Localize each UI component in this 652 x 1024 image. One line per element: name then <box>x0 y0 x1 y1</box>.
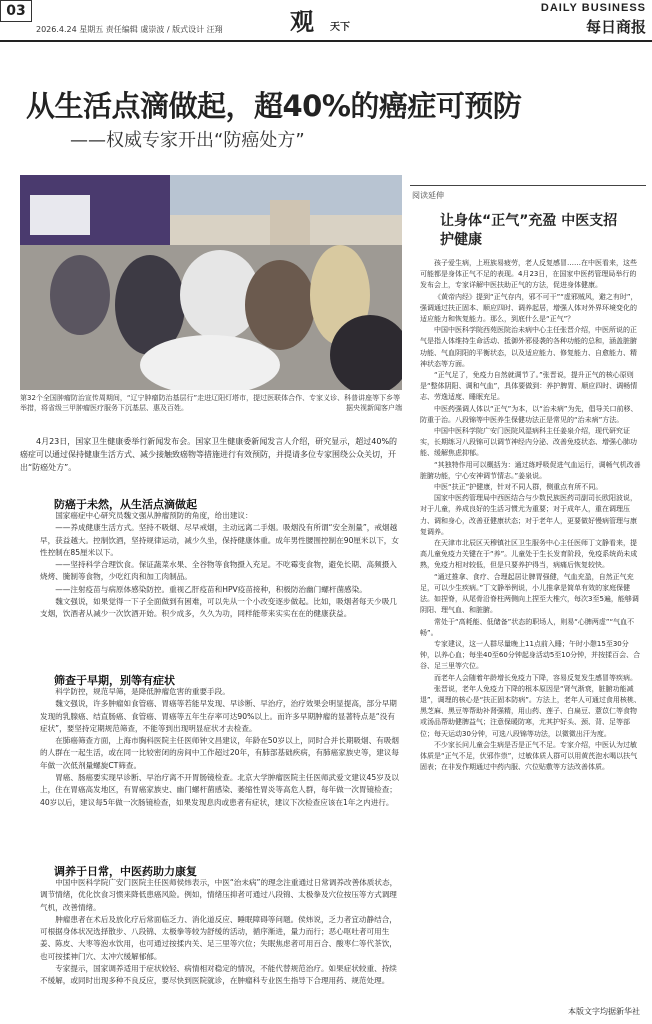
header-rule <box>0 40 652 42</box>
headline: 从生活点滴做起，超40%的癌症可预防 <box>26 89 522 123</box>
lead-paragraph: 4月23日，国家卫生健康委举行新闻发布会。国家卫生健康委新闻发言人介绍，研究显示，超过40%的癌症可以通过保持健康生活方式、减少接触致癌物等措施进行有效预防，并提请多位专家围绕公众关切，开出“防癌处方”。 <box>20 437 398 472</box>
paragraph: 中医药强调人体以“正气”为本，以“治未病”为先，倡导关口前移、防重于治。八段锦等中医养生保健功法正是常见的“治未病”方法。 <box>420 404 638 424</box>
paragraph: ——注射疫苗与病原体感染防控。重视乙肝疫苗和HPV疫苗接种，积极防治幽门螺杆菌感染。 <box>55 584 367 594</box>
section1-title: 防癌于未然，从生活点滴做起 <box>54 498 197 511</box>
photo-credit: 据央视新闻客户端 <box>346 404 402 412</box>
paragraph: 科学防控，规范早筛，是降低肿瘤危害的重要手段。 <box>55 687 230 696</box>
sidebar-body <box>420 258 642 773</box>
paragraph: 国家中医药管理局中西医结合与少数民族医药司副司长欧阳波说，对于儿童，养成良好的生活习惯尤为重要；对于成年人，重在调理压力、调和身心，改善亚健康状态；对于老年人，更要做好慢病管理与康复调养。 <box>420 494 637 536</box>
paragraph: ——养成健康生活方式。坚持不吸烟、尽早戒烟，主动远离二手烟。吸烟没有所谓“安全剂量”，戒烟越早，获益越大。控制饮酒，坚持规律运动，减少久坐，保持健康体重。成年男性腰围控制在90厘米以下，女性控制在85厘米以下。 <box>40 523 399 557</box>
paragraph: 中医“扶正”护健康，针对不同人群，侧重点有所不同。 <box>434 483 603 492</box>
section3-title: 调养于日常，中医药助力康复 <box>54 865 197 878</box>
sidebar-kicker: 阅读延伸 <box>412 191 444 200</box>
paragraph: 国家癌症中心研究员魏文强从肿瘤预防的角度，给出建议： <box>55 511 253 520</box>
paragraph: “通过推拿、食疗、合理起居让脾胃强健，气血充盈，自然正气充足，可以少生疾病。”丁文静举例说，小儿推拿是简单有效的家庭保健法。如捏脊，从尾骨沿脊柱两侧向上捏至大椎穴，每次3至5遍，能够调阴阳、理气血、和脏腑。 <box>420 572 639 615</box>
paragraph: “其独特作用可以概括为：通过练呼吸促进气血运行，调畅气机改善脏腑功能，宁心安神调节情志。”姜泉说。 <box>420 460 641 480</box>
paragraph: 中国中医科学院广安门医院风湿病科主任姜泉介绍，现代研究证实，长期练习八段锦可以调节神经内分泌、改善免疫状态、增强心肺功能、缓解焦虑抑郁。 <box>420 427 637 458</box>
paragraph: 不少家长问儿童会生病是否是正气不足。专家介绍，中医认为过敏体质是“正气不足，伏邪作祟”，过敏体质人群可以用黄芪泡水喝以扶气固表；在非发作期通过中药内服、穴位贴敷等方法改善体质。 <box>420 740 638 772</box>
paragraph: 中国中医科学院广安门医院主任医师侯炜表示，中医“治未病”的理念注重通过日常调养改善体质状态，调节情绪，优化饮食习惯来降低患癌风险。例如，情绪压抑者可通过八段锦、太极拳及穴位按压等方式调理气机，改善情绪。 <box>40 878 398 912</box>
paragraph: 张晋说，老年人免疫力下降的根本原因是“肾气渐衰，脏腑功能减退”，调理的核心是“扶正固本防病”。方法上，老年人可通过食用核桃、黑芝麻、黑豆等帮助补肾强精，用山药、莲子、白扁豆、薏苡仁等食物或汤品帮助健脾益气；注意保暖防寒，尤其护好头、颈、背、足等部位；每天运动30分钟，可选八段锦等功法，以微微出汗为度。 <box>420 684 641 738</box>
page-number: 03 <box>0 0 32 22</box>
paper-name-en: DAILY BUSINESS <box>540 2 646 14</box>
byline: 本版文字均据新华社 <box>568 1007 640 1016</box>
paragraph: 专家建议，这一人群尽量晚上11点前入睡；午时小憩15至30分钟，以养心血；每坐40至60分钟起身活动5至10分钟，并按揉百会、合谷、足三里等穴位。 <box>420 639 641 671</box>
paragraph: 在天津市北辰区天穆镇社区卫生服务中心主任医师丁文静看来，提高儿童免疫力关键在于“养”。儿童处于生长发育阶段，免疫系统尚未成熟，免疫力相对较低，但是只要养护得当，病痛后恢复较快。 <box>420 539 638 570</box>
paragraph: 肿瘤患者在术后及放化疗后常面临乏力、消化道反应、睡眠障碍等问题。侯炜说，乏力者宜动静结合，可根据身体状况选择散步、八段锦、太极拳等较为舒缓的活动，循序渐进，量力而行；恶心呕吐者可用生姜、陈皮、大枣等泡水饮用，也可通过按揉内关、足三里等穴位；失眠焦虑者可用百合、酸枣仁等代茶饮，也可按揉神门穴、太冲穴缓解郁郁。 <box>40 914 397 961</box>
paragraph: 专家提示，国家调养适用于症状较轻、病情相对稳定的情况，不能代替规范治疗。如果症状较重、持续不缓解，或同时出现多种不良反应，要尽快到医院就诊，在肿瘤科专业医生指导下合理用药、规范处理。 <box>40 964 397 986</box>
section2-body <box>40 686 400 809</box>
paragraph: 而老年人会随着年龄增长免疫力下降，容易反复发生感冒等疾病。 <box>434 673 637 682</box>
paragraph: 常处于“高耗能、低储备”状态的职场人，则易“心脾两虚”“气血不畅”。 <box>420 617 635 637</box>
paragraph: 魏文强说，如果觉得一下子全面做到有困难，可以先从一个小改变逐步做起。比如，吸烟者每天少吸几支烟，饮酒者从减少一次饮酒开始。积少成多，久久为功，同样能带来实实在在的健康获益。 <box>40 597 397 619</box>
subheadline: ——权威专家开出“防癌处方” <box>70 130 305 151</box>
section-subtitle: 天下 <box>330 22 350 33</box>
photo-caption <box>20 393 402 413</box>
section3-body <box>40 877 400 988</box>
news-photo <box>20 175 402 390</box>
paragraph: 在肺癌筛查方面，上海市胸科医院主任医师钟文昌建议，年龄在50岁以上，同时合并长期吸烟、有吸烟的人群在一起生活，或在同一比较密闭的房间中工作超过20年，有肺部基础疾病，有肺癌家族史等，建议每年做一次低剂量螺旋CT筛查。 <box>40 736 399 770</box>
paragraph: 孩子爱生病，上班族易疲劳，老人反复感冒……在中医看来，这些可能都是身体正气不足的表现。4月23日，在国家中医药管理局举行的发布会上，专家详解中医扶助正气的方法，促进身体健康。 <box>420 259 637 290</box>
sidebar-rule <box>410 185 646 186</box>
dateline: 2026.4.24 星期五 责任编辑 虞崇波 / 版式设计 汪翔 <box>36 25 223 34</box>
section2-title: 筛查于早期，别等有症状 <box>54 674 175 687</box>
paragraph: 《黄帝内经》提到“正气存内，邪不可干”“虚邪贼风，避之有时”，强调通过扶正固本、顺应四时、调养起居，增强人体对外界环境变化的适应能力和恢复能力。那么，到底什么是“正气”？ <box>420 292 638 324</box>
paragraph: ——坚持科学合理饮食。保证蔬菜水果、全谷物等食物摄入充足。不吃霉变食物，避免长期、高频摄入烧烤、腌制等食物，少吃红肉和加工肉制品。 <box>40 560 397 582</box>
paragraph: “正气足了，免疫力自然就调节了。”张晋说，提升正气的核心原则是“整体阴阳、调和气血”，具体要做到：养护脾胃、顺应四时、调畅情志、劳逸适度、睡眠充足。 <box>420 371 638 402</box>
paper-name-cn: 每日商报 <box>585 18 646 36</box>
section1-body <box>40 510 400 621</box>
paragraph: 胃癌、肠癌要实现早诊断、早治疗离不开胃肠镜检查。北京大学肿瘤医院主任医师武爱文建议45岁及以上，住在胃癌高发地区，有胃癌家族史、幽门螺杆菌感染、萎缩性胃炎等高危人群，每年做一次胃镜检查；40岁以后，建议每5年做一次肠镜检查，如果发现息肉或患者有症状，建议下次检查应该在1年之内进行。 <box>40 773 399 807</box>
paragraph: 中国中医科学院西苑医院治未病中心主任张晋介绍，中医所说的正气是指人体维持生命活动、抵御外邪侵袭的各种功能的总和，涵盖脏腑功能、气血阴阳的平衡状态，以及适应能力、修复能力、自愈能力、精神状态等方面。 <box>420 326 637 368</box>
sidebar-title: 让身体“正气”充盈 中医支招护健康 <box>440 213 618 248</box>
paragraph: 魏文强说，许多肿瘤如食管癌、胃癌等若能早发现、早诊断、早治疗，治疗效果会明显提高，部分早期发现的乳腺癌、结直肠癌、食管癌、胃癌等五年生存率可达90%以上。而许多早期肿瘤的显著特点是“没有症状”，要坚持定期规范筛查，不能等到出现明显症状才去检查。 <box>40 699 397 733</box>
caption-text: 第32个全国肿瘤防治宣传周期间，“辽宁肿瘤防治基层行”走进辽阳灯塔市，提过医联体合作、专家义诊、科普讲座等下乡等举措，将省级三甲肿瘤医疗服务下沉基层、惠及百姓。 <box>20 394 401 412</box>
section-title: 观 <box>290 7 312 36</box>
